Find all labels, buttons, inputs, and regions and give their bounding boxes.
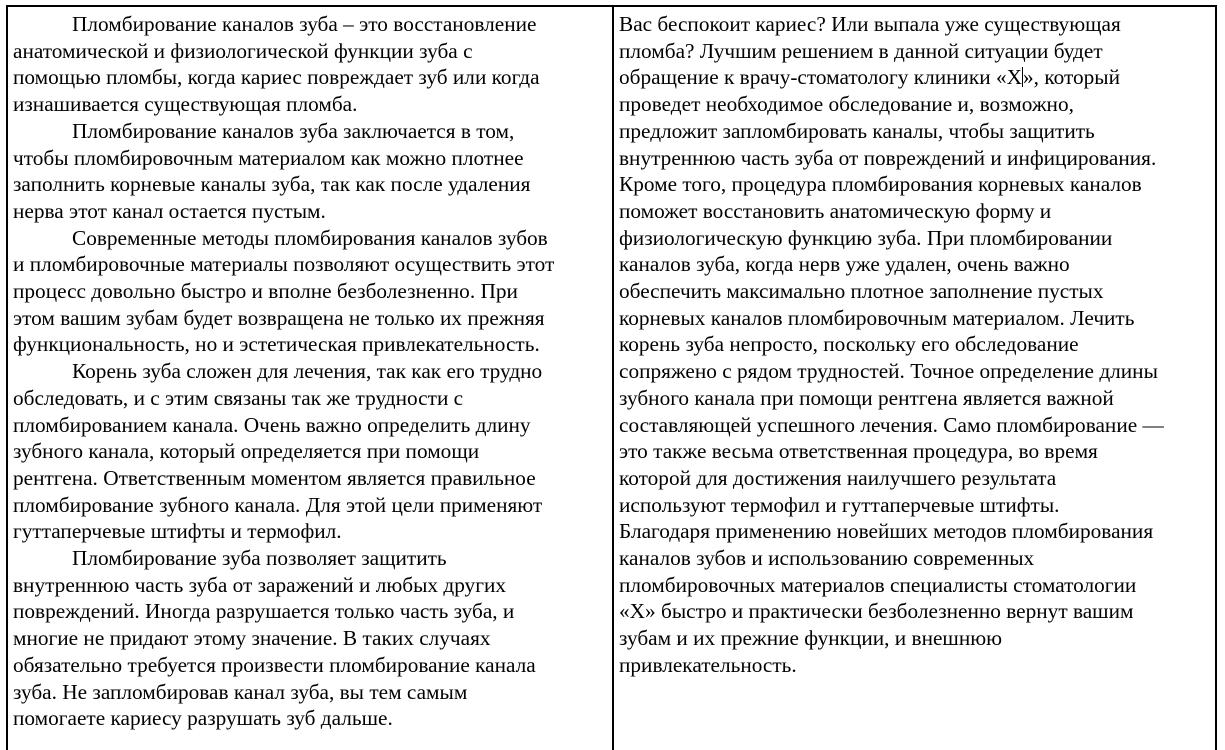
text-line: пломба? Лучшим решением в данной ситуации будет [619, 38, 1103, 63]
paragraph-2 [13, 118, 610, 225]
text-line: помощью пломбы, когда кариес повреждает зуб или когда [13, 65, 540, 90]
text-line: пломбированием канала. Очень важно определить длину [13, 412, 531, 437]
text-line: внутреннюю часть зуба от повреждений и инфицирования. [619, 145, 1157, 170]
paragraph-5 [13, 545, 610, 732]
text-line-with-cursor [619, 64, 1213, 91]
text-line: зубного канала при помощи рентгена является важной [619, 385, 1114, 410]
right-text-cell[interactable] [614, 7, 1215, 750]
text-line: процесс довольно быстро и вполне безболезненно. При [13, 279, 518, 304]
text-line: которой для достижения наилучшего результата [619, 465, 1057, 490]
text-line: используют термофил и гуттаперчевые штифты. [619, 492, 1060, 517]
text-line: многие не придают этому значение. В таких случаях [13, 626, 491, 651]
text-line: рентгена. Ответственным моментом является правильное [13, 465, 536, 490]
text-line: повреждений. Иногда разрушается только часть зуба, и [13, 599, 515, 624]
text-line: каналов зуба, когда нерв уже удален, очень важно [619, 252, 1070, 277]
text-line: зубного канала, который определяется при помощи [13, 439, 480, 464]
paragraph-right [619, 11, 1213, 679]
text-line: нерва этот канал остается пустым. [13, 198, 326, 223]
text-line: зубам и их прежние функции, и внешнюю [619, 626, 1003, 651]
text-line: Благодаря применению новейших методов пломбирования [619, 519, 1154, 544]
text-line: обеспечить максимально плотное заполнение пустых [619, 279, 1104, 304]
text-line: Пломбирование каналов зуба заключается в том, [72, 118, 515, 143]
paragraph-3 [13, 225, 610, 359]
text-line: Пломбирование каналов зуба – это восстановление [72, 12, 537, 36]
document-table [6, 5, 1217, 750]
text-line: гуттаперчевые штифты и термофил. [13, 519, 342, 544]
text-line: обследовать, и с этим связаны так же трудности с [13, 385, 464, 410]
text-line: помогаете кариесу разрушать зуб дальше. [13, 706, 393, 731]
text-line: пломбирование зубного канала. Для этой цели применяют [13, 492, 543, 517]
text-line: зуба. Не запломбировав канал зуба, вы тем самым [13, 679, 468, 704]
text-line: проведет необходимое обследование и, возможно, [619, 92, 1074, 117]
text-line: Современные методы пломбирования каналов зубов [72, 225, 548, 250]
text-line: предложит запломбировать каналы, чтобы защитить [619, 118, 1095, 143]
text-line: составляющей успешного лечения. Само пломбирование — [619, 412, 1164, 437]
text-line: заполнить корневые каналы зуба, так как после удаления [13, 172, 531, 197]
text-line: каналов зубов и использованию современных [619, 546, 1035, 571]
text-line: изнашивается существующая пломба. [13, 92, 358, 117]
text-line: Кроме того, процедура пломбирования корневых каналов [619, 172, 1142, 197]
text-line: обязательно требуется произвести пломбирование канала [13, 652, 536, 677]
left-text-cell[interactable] [8, 7, 614, 750]
text-line: Пломбирование зуба позволяет защитить [72, 546, 447, 571]
paragraph-4 [13, 358, 610, 545]
text-line: поможет восстановить анатомическую форму и [619, 198, 1052, 223]
text-line: внутреннюю часть зуба от заражений и любых других [13, 572, 506, 597]
text-line: и пломбировочные материалы позволяют осуществить этот [13, 252, 555, 277]
text-line: корень зуба непросто, поскольку его обследование [619, 332, 1079, 357]
text-line: это также весьма ответственная процедура, во время [619, 439, 1098, 464]
text-before-cursor: обращение к врачу-стоматологу клиники «Х [619, 65, 1023, 90]
text-line: корневых каналов пломбировочным материалом. Лечить [619, 305, 1135, 330]
text-after-cursor: », который [1023, 65, 1120, 90]
text-line: сопряжено с рядом трудностей. Точное определение длины [619, 359, 1158, 384]
text-line: функциональность, но и эстетическая привлекательность. [13, 332, 540, 357]
text-line: Корень зуба сложен для лечения, так как его трудно [72, 359, 543, 384]
text-line: этом вашим зубам будет возвращена не только их прежняя [13, 305, 545, 330]
text-line: «Х» быстро и практически безболезненно вернут вашим [619, 599, 1134, 624]
paragraph-1 [13, 11, 610, 118]
text-line: физиологическую функцию зуба. При пломбировании [619, 225, 1113, 250]
text-line: Вас беспокоит кариес? Или выпала уже существующая [619, 12, 1121, 36]
text-line: пломбировочных материалов специалисты стоматологии [619, 572, 1137, 597]
text-line: анатомической и физиологической функции зуба с [13, 38, 473, 63]
text-line: привлекательность. [619, 652, 797, 677]
text-line: чтобы пломбировочным материалом как можно плотнее [13, 145, 524, 170]
